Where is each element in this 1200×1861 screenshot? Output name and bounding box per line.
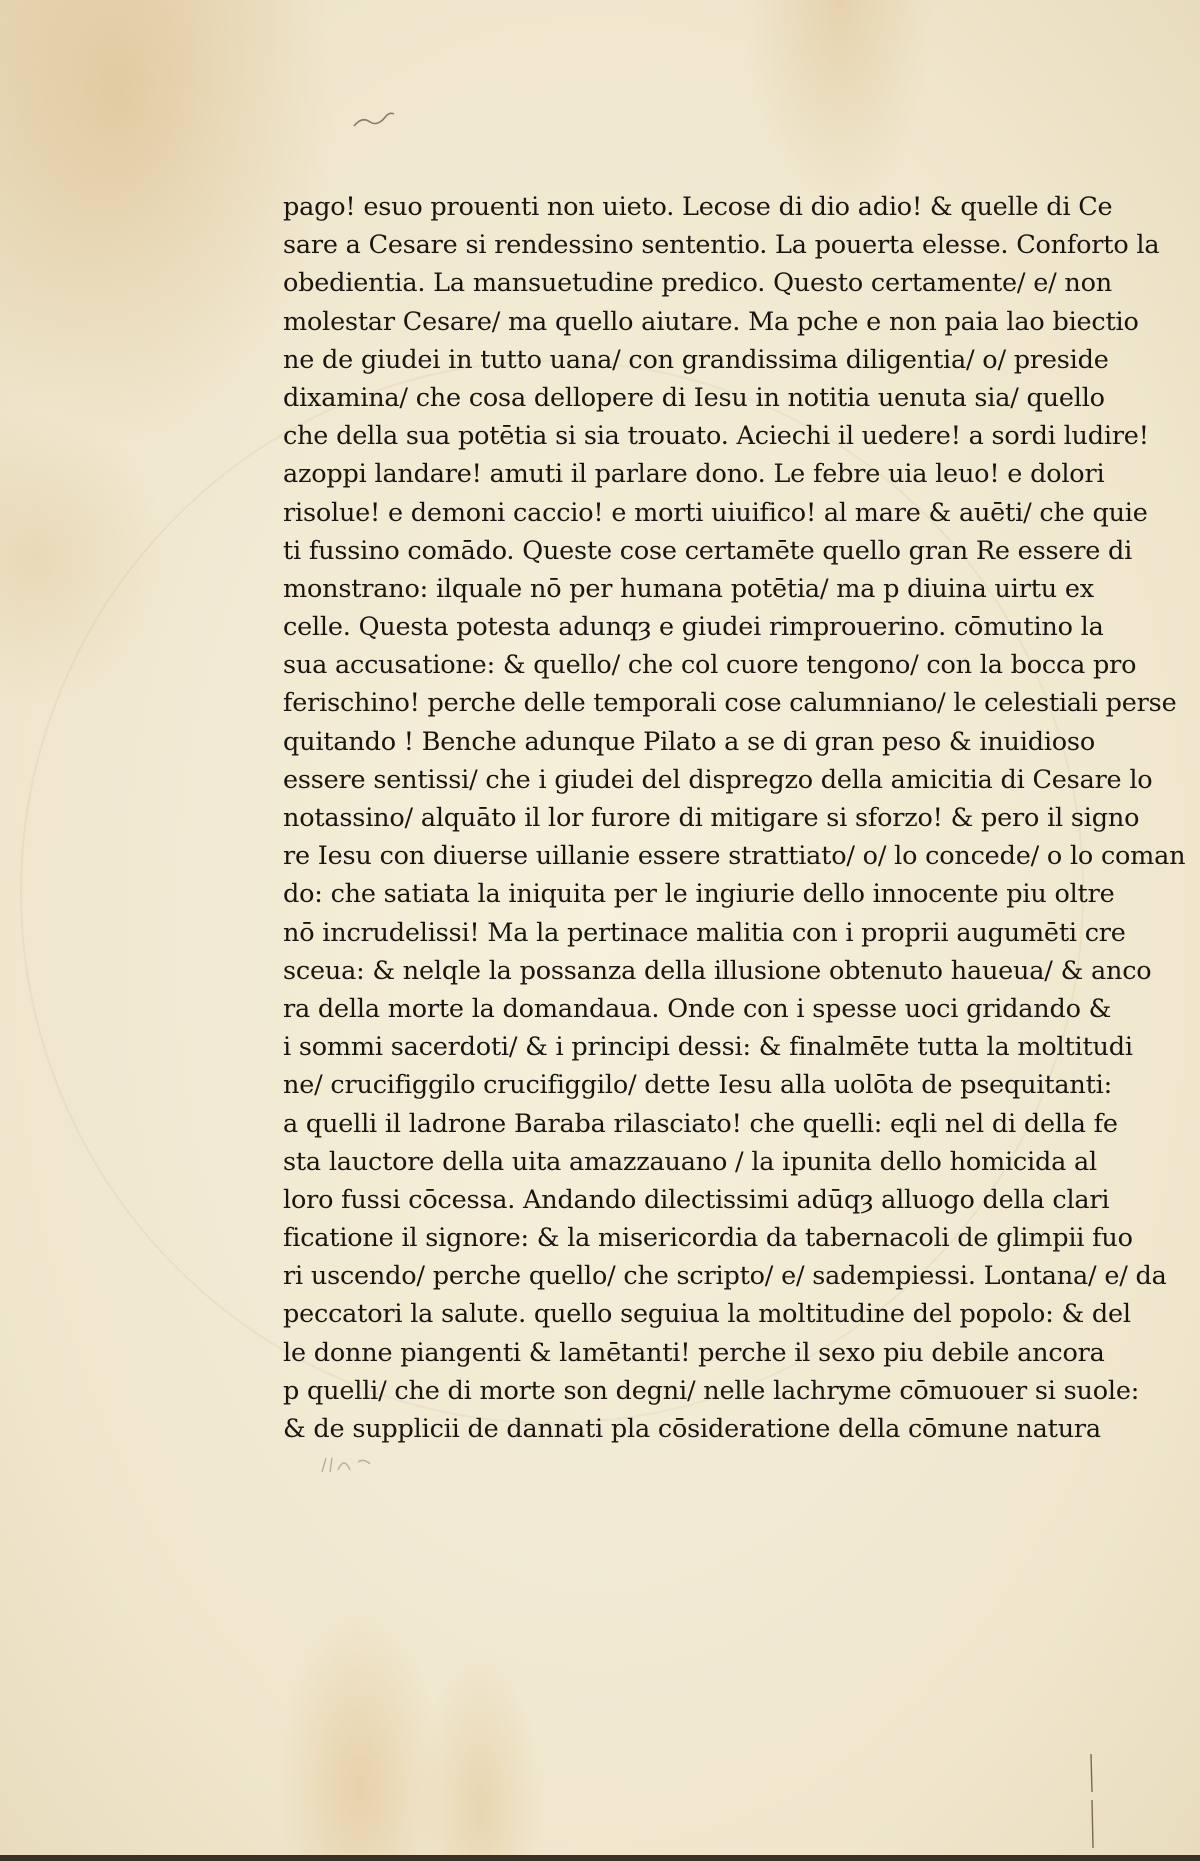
text-line: sceua: & nelqle la possanza della illusione obtenuto haueua/ & anco xyxy=(283,955,1152,986)
text-line: ne de giudei in tutto uana/ con grandissima diligentia/ o/ preside xyxy=(283,344,1109,375)
text-line: azoppi landare! amuti il parlare dono. Le febre uia leuo! e dolori xyxy=(283,459,1105,490)
text-line: notassino/ alquāto il lor furore di mitigare si sforzo! & pero il signo xyxy=(283,803,1140,833)
text-line: peccatori la salute. quello seguiua la moltitudine del popolo: & del xyxy=(283,1299,1131,1330)
text-line: celle. Questa potesta adunqȝ e giudei rimprouerino. cōmutino la xyxy=(283,612,1104,643)
text-line: ne/ crucifiggilo crucifiggilo/ dette Iesu alla uolōta de psequitanti: xyxy=(283,1070,1113,1101)
text-line: obedientia. La mansuetudine predico. Questo certamente/ e/ non xyxy=(283,268,1113,299)
text-line: che della sua potētia si sia trouato. Aciechi il uedere! a sordi ludire! xyxy=(283,421,1149,452)
text-line: p quelli/ che di morte son degni/ nelle lachryme cōmuouer si suole: xyxy=(283,1375,1140,1406)
text-line: monstrano: ilquale nō per humana potētia/ ma p diuina uirtu ex xyxy=(283,573,1094,604)
text-line: & de supplicii de dannati pla cōsideratione della cōmune natura xyxy=(283,1414,1101,1444)
text-line: ra della morte la domandaua. Onde con i spesse uoci gridando & xyxy=(283,993,1112,1024)
text-line: ficatione il signore: & la misericordia da tabernacoli de glimpii fuo xyxy=(283,1223,1133,1254)
text-line: sare a Cesare si rendessino sententio. La pouerta elesse. Conforto la xyxy=(283,230,1160,261)
text-line: le donne piangenti & lamētanti! perche il sexo piu debile ancora xyxy=(283,1337,1105,1368)
printed-text-block xyxy=(283,188,1186,1448)
text-line: do: che satiata la iniquita per le ingiurie dello innocente piu oltre xyxy=(283,879,1115,910)
text-line: pago! esuo prouenti non uieto. Lecose di dio adio! & quelle di Ce xyxy=(283,192,1113,222)
ink-flourish-mark xyxy=(352,110,396,130)
text-line: loro fussi cōcessa. Andando dilectissimi adūqȝ alluogo della clari xyxy=(283,1184,1110,1215)
text-line: re Iesu con diuerse uillanie essere strattiato/ o/ lo concede/ o lo coman xyxy=(283,841,1186,872)
text-line: dixamina/ che cosa dellopere di Iesu in notitia uenuta sia/ quello xyxy=(283,382,1105,413)
text-line: i sommi sacerdoti/ & i principi dessi: & finalmēte tutta la moltitudi xyxy=(283,1032,1133,1063)
page-bottom-edge xyxy=(0,1855,1200,1861)
text-line: a quelli il ladrone Baraba rilasciato! che quelli: eqli nel di della fe xyxy=(283,1108,1118,1139)
text-line: sta lauctore della uita amazzauano / la ipunita dello homicida al xyxy=(283,1146,1097,1177)
faint-ink-smudge xyxy=(318,1452,378,1476)
text-line: quitando ! Benche adunque Pilato a se di gran peso & inuidioso xyxy=(283,726,1095,757)
text-line: sua accusatione: & quello/ che col cuore tengono/ con la bocca pro xyxy=(283,650,1137,681)
text-line: essere sentissi/ che i giudei del dispregzo della amicitia di Cesare lo xyxy=(283,764,1153,795)
text-line: nō incrudelissi! Ma la pertinace malitia con i proprii augumēti cre xyxy=(283,917,1126,948)
text-line: molestar Cesare/ ma quello aiutare. Ma pche e non paia lao biectio xyxy=(283,306,1139,337)
margin-pencil-mark xyxy=(1085,1752,1099,1852)
text-line: ferischino! perche delle temporali cose calumniano/ le celestiali perse xyxy=(283,688,1177,719)
text-line: ri uscendo/ perche quello/ che scripto/ e/ sadempiessi. Lontana/ e/ da xyxy=(283,1261,1167,1292)
text-line: ti fussino comādo. Queste cose certamēte quello gran Re essere di xyxy=(283,535,1133,566)
text-line: risolue! e demoni caccio! e morti uiuifico! al mare & auēti/ che quie xyxy=(283,497,1148,528)
